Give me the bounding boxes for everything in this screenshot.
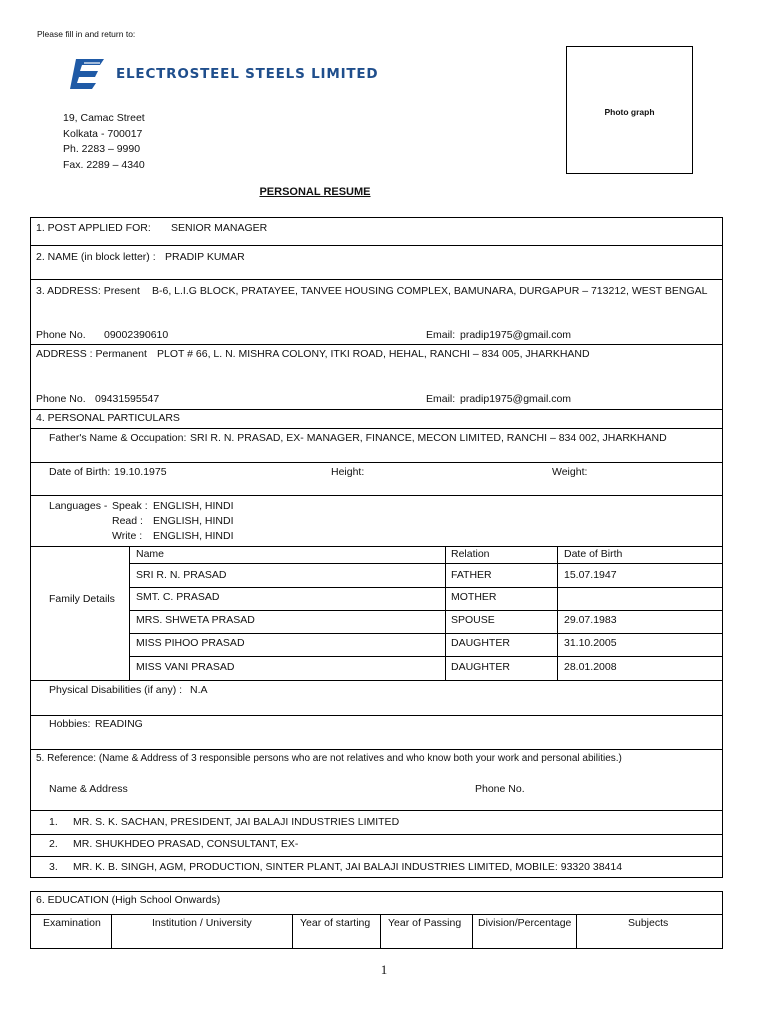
family-row-divider <box>129 587 722 588</box>
family-col-divider <box>445 546 446 680</box>
row-divider <box>31 715 722 716</box>
family-header-relation: Relation <box>451 548 490 560</box>
company-logo-icon <box>70 55 110 95</box>
row-divider <box>31 834 722 835</box>
photo-label: Photo graph <box>604 107 655 117</box>
education-col-divider <box>576 914 577 948</box>
family-row-divider <box>129 610 722 611</box>
address-permanent-label: ADDRESS : Permanent <box>36 348 147 360</box>
name-label: 2. NAME (in block letter) : <box>36 251 156 263</box>
family-row-divider <box>129 656 722 657</box>
read-value[interactable]: ENGLISH, HINDI <box>153 515 234 527</box>
hobbies-label: Hobbies: <box>49 718 91 730</box>
company-logo <box>66 55 386 95</box>
email-present-label: Email: <box>426 329 456 341</box>
education-header-division: Division/Percentage <box>478 917 572 929</box>
address-present-value[interactable]: B-6, L.I.G BLOCK, PRATAYEE, TANVEE HOUSING COMPLEX, BAMUNARA, DURGAPUR – 713212, WEST BENGAL <box>152 285 708 297</box>
name-value[interactable]: PRADIP KUMAR <box>165 251 245 263</box>
write-value[interactable]: ENGLISH, HINDI <box>153 530 234 542</box>
disabilities-label: Physical Disabilities (if any) : <box>49 684 183 696</box>
row-divider <box>31 462 722 463</box>
reference-number: 3. <box>49 861 58 873</box>
page-number: 1 <box>380 962 388 977</box>
page-title: PERSONAL RESUME <box>259 186 371 198</box>
address-line: Fax. 2289 – 4340 <box>63 158 145 171</box>
row-divider <box>31 279 722 280</box>
row-divider <box>31 245 722 246</box>
post-label: 1. POST APPLIED FOR: <box>36 222 151 234</box>
reference-name-header: Name & Address <box>49 783 128 795</box>
email-present-value[interactable]: pradip1975@gmail.com <box>460 329 572 341</box>
father-value[interactable]: SRI R. N. PRASAD, EX- MANAGER, FINANCE, MECON LIMITED, RANCHI – 834 002, JHARKHAND <box>190 432 667 444</box>
family-col-divider <box>557 546 558 680</box>
phone-present-value[interactable]: 09002390610 <box>104 329 169 341</box>
family-cell[interactable]: SPOUSE <box>451 614 495 626</box>
row-divider <box>31 495 722 496</box>
education-header-subjects: Subjects <box>628 917 669 929</box>
row-divider <box>31 749 722 750</box>
family-cell[interactable]: 29.07.1983 <box>564 614 617 626</box>
row-divider <box>31 856 722 857</box>
education-header-institution: Institution / University <box>152 917 252 929</box>
languages-label: Languages - <box>49 500 108 512</box>
form-instruction: Please fill in and return to: <box>37 29 136 39</box>
height-label: Height: <box>331 466 365 478</box>
education-header-year-passing: Year of Passing <box>388 917 462 929</box>
speak-value[interactable]: ENGLISH, HINDI <box>153 500 234 512</box>
speak-label: Speak : <box>112 500 148 512</box>
row-divider <box>31 680 722 681</box>
phone-permanent-value[interactable]: 09431595547 <box>95 393 160 405</box>
education-heading: 6. EDUCATION (High School Onwards) <box>36 894 221 906</box>
photo-box[interactable] <box>566 46 693 174</box>
reference-heading: 5. Reference: (Name & Address of 3 responsible persons who are not relatives and who know both your work and personal abilities.) <box>36 753 622 764</box>
email-permanent-value[interactable]: pradip1975@gmail.com <box>460 393 572 405</box>
post-value[interactable]: SENIOR MANAGER <box>171 222 268 234</box>
row-divider <box>31 810 722 811</box>
company-address <box>63 111 145 173</box>
family-header-dob: Date of Birth <box>564 548 623 560</box>
address-line: Kolkata - 700017 <box>63 127 143 140</box>
phone-present-label: Phone No. <box>36 329 86 341</box>
row-divider <box>31 428 722 429</box>
family-row-divider <box>129 563 722 564</box>
personal-particulars-heading: 4. PERSONAL PARTICULARS <box>36 412 180 424</box>
reference-entry[interactable]: MR. S. K. SACHAN, PRESIDENT, JAI BALAJI INDUSTRIES LIMITED <box>73 816 400 828</box>
reference-phone-header: Phone No. <box>475 783 525 795</box>
family-col-divider <box>129 546 130 680</box>
hobbies-value[interactable]: READING <box>95 718 143 730</box>
family-cell[interactable]: FATHER <box>451 569 492 581</box>
education-col-divider <box>111 914 112 948</box>
phone-permanent-label: Phone No. <box>36 393 86 405</box>
disabilities-value[interactable]: N.A <box>190 684 208 696</box>
education-header-divider <box>31 914 722 915</box>
family-header-name: Name <box>136 548 165 560</box>
address-line: 19, Camac Street <box>63 112 145 124</box>
education-header-year-starting: Year of starting <box>300 917 371 929</box>
education-col-divider <box>472 914 473 948</box>
education-col-divider <box>292 914 293 948</box>
family-cell[interactable]: SMT. C. PRASAD <box>136 591 220 603</box>
family-cell[interactable]: 28.01.2008 <box>564 661 617 673</box>
address-present-label: 3. ADDRESS: Present <box>36 285 140 297</box>
family-cell[interactable]: DAUGHTER <box>451 661 510 673</box>
reference-number: 1. <box>49 816 58 828</box>
row-divider <box>31 546 722 547</box>
family-cell[interactable]: MRS. SHWETA PRASAD <box>136 614 255 626</box>
father-label: Father's Name & Occupation: <box>49 432 187 444</box>
family-cell[interactable]: 31.10.2005 <box>564 637 617 649</box>
address-line: Ph. 2283 – 9990 <box>63 143 141 155</box>
address-permanent-value[interactable]: PLOT # 66, L. N. MISHRA COLONY, ITKI ROAD, HEHAL, RANCHI – 834 005, JHARKHAND <box>157 348 590 360</box>
row-divider <box>31 344 722 345</box>
family-cell[interactable]: 15.07.1947 <box>564 569 617 581</box>
reference-entry[interactable]: MR. SHUKHDEO PRASAD, CONSULTANT, EX- <box>73 838 299 850</box>
email-permanent-label: Email: <box>426 393 456 405</box>
dob-label: Date of Birth: <box>49 466 111 478</box>
family-cell[interactable]: SRI R. N. PRASAD <box>136 569 227 581</box>
education-header-examination: Examination <box>43 917 101 929</box>
read-label: Read : <box>112 515 143 527</box>
family-row-divider <box>129 633 722 634</box>
education-col-divider <box>380 914 381 948</box>
family-cell[interactable]: MOTHER <box>451 591 497 603</box>
family-cell[interactable]: DAUGHTER <box>451 637 510 649</box>
family-cell[interactable]: MISS PIHOO PRASAD <box>136 637 245 649</box>
family-details-label: Family Details <box>49 593 115 605</box>
reference-entry[interactable]: MR. K. B. SINGH, AGM, PRODUCTION, SINTER PLANT, JAI BALAJI INDUSTRIES LIMITED, MOBILE: 93320 38414 <box>73 861 623 873</box>
row-divider <box>31 409 722 410</box>
reference-number: 2. <box>49 838 58 850</box>
weight-label: Weight: <box>552 466 588 478</box>
dob-value[interactable]: 19.10.1975 <box>114 466 167 478</box>
write-label: Write : <box>112 530 143 542</box>
family-cell[interactable]: MISS VANI PRASAD <box>136 661 235 673</box>
company-name: ELECTROSTEEL STEELS LIMITED <box>116 66 379 82</box>
